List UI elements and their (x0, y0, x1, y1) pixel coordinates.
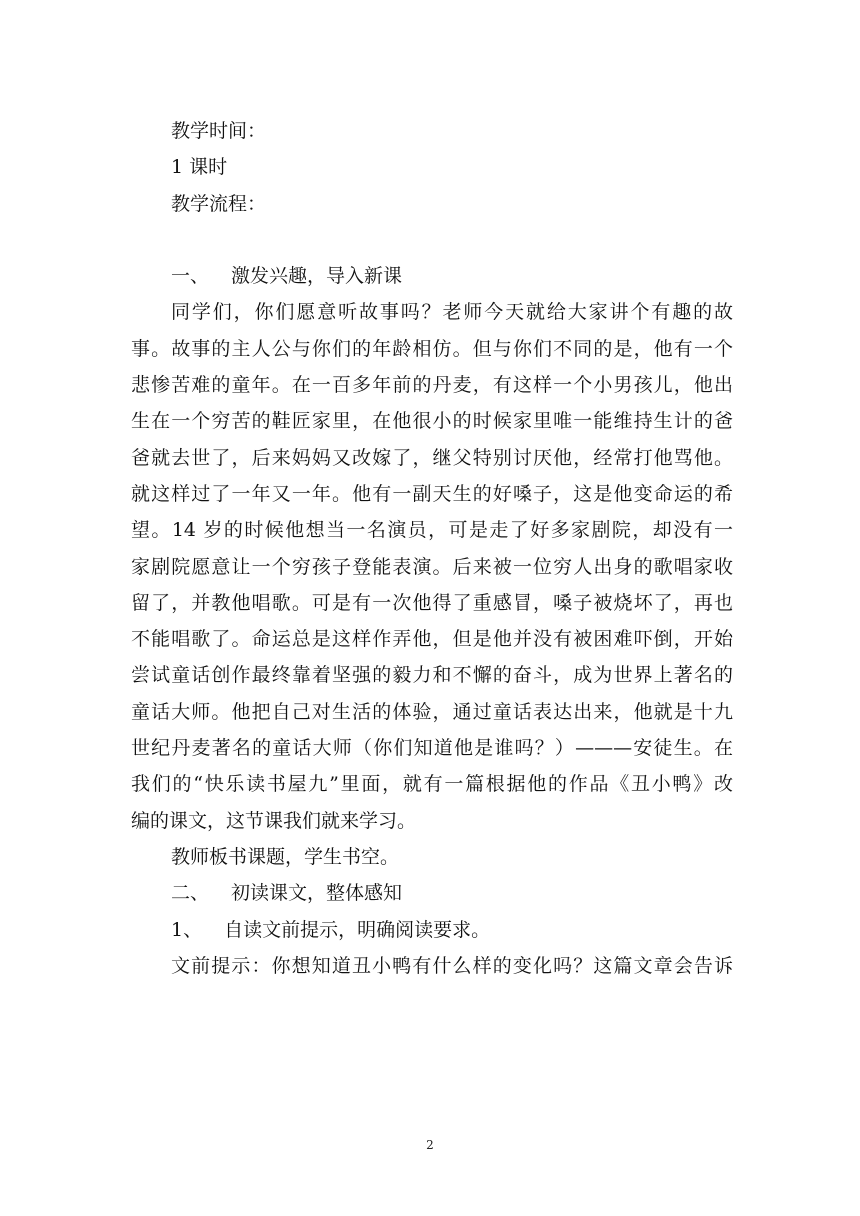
paragraph-line: 家剧院愿意让一个穷孩子登能表演。后来被一位穷人出身的歌唱家收 (131, 555, 733, 578)
paragraph-line: 事。故事的主人公与你们的年龄相仿。但与你们不同的是，他有一个 (131, 337, 733, 360)
page-number: 2 (426, 1138, 434, 1152)
paragraph-line: 悲惨苦难的童年。在一百多年前的丹麦，有这样一个小男孩儿，他出 (131, 374, 733, 397)
document-body (131, 113, 733, 984)
paragraph-line: 爸就去世了，后来妈妈又改嫁了，继父特别讨厌他，经常打他骂他。 (131, 446, 733, 469)
section-1-title: 激发兴趣，导入新课 (231, 265, 403, 288)
intro-story-paragraph (131, 294, 733, 838)
paragraph-line: 就这样过了一年又一年。他有一副天生的好嗓子，这是他变命运的希 (131, 482, 733, 505)
item-1 (131, 912, 733, 948)
teaching-time-value: 1 课时 (171, 156, 228, 179)
section-2-title: 初读课文，整体感知 (231, 882, 403, 905)
section-2-heading (131, 875, 733, 911)
paragraph-line: 尝试童话创作最终靠着坚强的毅力和不懈的奋斗，成为世界上著名的 (131, 664, 733, 687)
paragraph-line: 留了，并教他唱歌。可是有一次他得了重感冒，嗓子被烧坏了，再也 (131, 591, 733, 614)
paragraph-line: 我们的“快乐读书屋九”里面，就有一篇根据他的作品《丑小鸭》改 (131, 773, 733, 796)
paragraph-line: 生在一个穷苦的鞋匠家里，在他很小的时候家里唯一能维持生计的爸 (131, 410, 733, 433)
paragraph-line: 童话大师。他把自己对生活的体验，通过童话表达出来，他就是十九 (131, 700, 733, 723)
item-1-text: 自读文前提示，明确阅读要求。 (224, 918, 491, 941)
item-1-number: 1、 (171, 918, 203, 941)
paragraph-line: 望。14 岁的时候他想当一名演员，可是走了好多家剧院，却没有一 (131, 519, 733, 542)
blank-line (131, 222, 733, 258)
paragraph-line: 不能唱歌了。命运总是这样作弄他，但是他并没有被困难吓倒，开始 (131, 628, 733, 651)
section-1-heading (131, 258, 733, 294)
preface-tip-line: 文前提示：你想知道丑小鸭有什么样的变化吗？这篇文章会告诉 (171, 954, 733, 977)
paragraph-line: 同学们，你们愿意听故事吗？老师今天就给大家讲个有趣的故 (171, 301, 733, 324)
paragraph-last-line: 编的课文，这节课我们就来学习。 (131, 809, 417, 832)
section-1-number: 一、 (171, 265, 210, 288)
teacher-board-text: 教师板书课题，学生书空。 (171, 845, 400, 868)
section-2-number: 二、 (171, 882, 210, 905)
teaching-process-label: 教学流程： (171, 192, 267, 215)
teaching-time-label: 教学时间： (171, 120, 267, 142)
paragraph-line: 世纪丹麦著名的童话大师（你们知道他是谁吗？）———安徒生。在 (131, 737, 733, 760)
